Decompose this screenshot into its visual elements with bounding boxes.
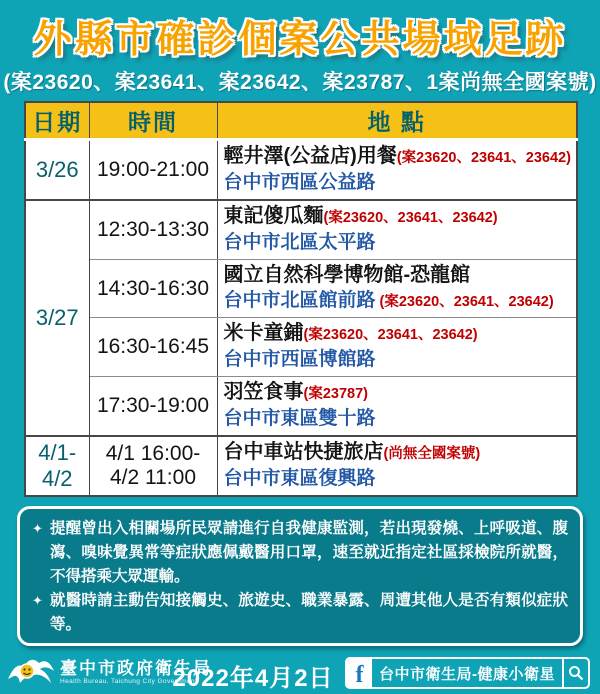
- time-cell: 16:30-16:45: [89, 318, 217, 377]
- footprint-table-wrap: [24, 101, 576, 497]
- taichung-health-bureau-logo: [6, 653, 56, 691]
- footprint-table-body: [25, 140, 577, 497]
- health-advisory-box: [17, 506, 583, 646]
- date-cell: 4/1-4/2: [25, 436, 89, 496]
- case-numbers: (案23620、23641、23642): [396, 150, 571, 166]
- page-title: 外縣市確診個案公共場域足跡: [33, 19, 567, 61]
- time-cell: 14:30-16:30: [89, 260, 217, 318]
- place-name: 台中車站快捷旅店: [223, 441, 384, 463]
- case-numbers: (尚無全國案號): [383, 446, 481, 462]
- case-numbers: (案23620、23641、23642): [323, 210, 498, 226]
- header-place: 地 點: [217, 102, 577, 140]
- advisory-note: [32, 589, 568, 637]
- case-numbers: (案23787): [303, 386, 368, 402]
- table-row: [25, 140, 577, 201]
- table-row: [25, 260, 577, 318]
- facebook-icon: f: [347, 659, 372, 687]
- table-row: [25, 377, 577, 437]
- place-name: 米卡童鋪: [223, 322, 304, 344]
- place-cell: [217, 260, 577, 318]
- advisory-note-text: 提醒曾出入相關場所民眾請進行自我健康監測，若出現發燒、上呼吸道、腹瀉、嗅味覺異常等症狀應佩戴醫用口罩，速至就近指定社區採檢院所就醫，不得搭乘大眾運輸。: [50, 520, 568, 585]
- footer-bar: [0, 652, 600, 694]
- place-name: 國立自然科學博物館-恐龍館: [223, 264, 471, 286]
- date-cell: 3/27: [25, 200, 89, 436]
- address: 台中市北區館前路: [223, 290, 376, 311]
- advisory-note-text: 就醫時請主動告知接觸史、旅遊史、職業暴露、周遭其他人是否有類似症狀等。: [50, 592, 568, 633]
- time-cell: 19:00-21:00: [89, 140, 217, 201]
- health-advisory-list: [32, 517, 568, 637]
- agency-name-english: Health Bureau, Taichung City Government: [60, 678, 198, 685]
- publish-date: 2022年4月2日: [172, 665, 334, 692]
- facebook-page-name: 台中市衛生局-健康小衛星: [379, 665, 555, 683]
- place-cell: [217, 200, 577, 260]
- table-row: [25, 200, 577, 260]
- place-cell: [217, 436, 577, 496]
- header-time: 時間: [89, 102, 217, 140]
- footprint-table: [24, 101, 578, 497]
- case-numbers: (案23620、23641、23642): [303, 327, 478, 343]
- place-cell: [217, 377, 577, 437]
- time-cell: 17:30-19:00: [89, 377, 217, 437]
- table-row: [25, 436, 577, 496]
- agency-name: 臺中市政府衛生局: [60, 659, 212, 678]
- star-bullet-icon: ✦: [32, 521, 43, 536]
- address: 台中市東區復興路: [223, 468, 376, 489]
- address: 台中市西區博館路: [223, 349, 376, 370]
- header-date: 日期: [25, 102, 89, 140]
- date-cell: 3/26: [25, 140, 89, 201]
- poster: [0, 8, 600, 694]
- facebook-badge: [345, 657, 590, 689]
- address: 台中市西區公益路: [223, 172, 376, 193]
- case-numbers: (案23620、23641、23642): [375, 294, 554, 310]
- search-icon: [562, 659, 588, 687]
- place-cell: [217, 140, 577, 201]
- advisory-note: [32, 517, 568, 589]
- address: 台中市東區雙十路: [223, 408, 376, 429]
- address: 台中市北區太平路: [223, 232, 376, 253]
- place-cell: [217, 318, 577, 377]
- place-name: 輕井澤(公益店)用餐: [223, 145, 397, 167]
- case-number-subtitle: (案23620、案23641、案23642、案23787、1案尚無全國案號): [3, 71, 597, 94]
- star-bullet-icon: ✦: [32, 593, 43, 608]
- table-row: [25, 318, 577, 377]
- place-name: 羽笠食事: [223, 381, 304, 403]
- place-name: 東記傻瓜麵: [223, 205, 324, 227]
- time-cell: 12:30-13:30: [89, 200, 217, 260]
- time-cell: 4/1 16:00- 4/2 11:00: [89, 436, 217, 496]
- table-header-row: [25, 102, 577, 140]
